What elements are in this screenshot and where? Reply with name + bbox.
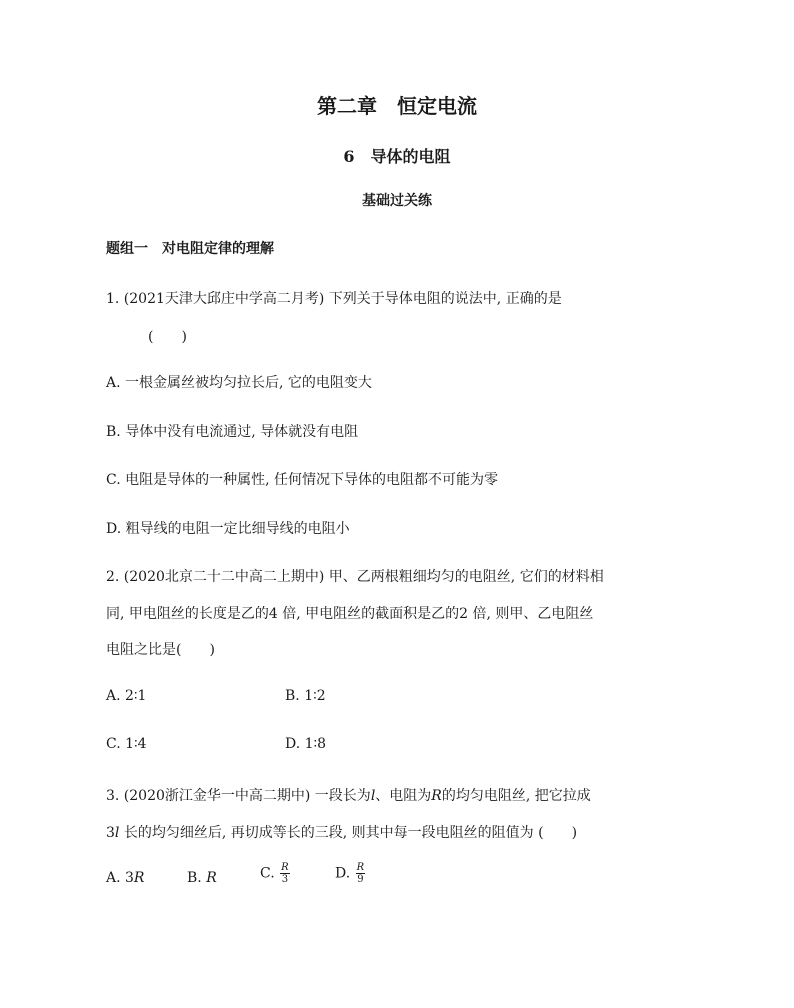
q3-option-b <box>187 870 217 886</box>
q2-line-3: 电阻之比是( ) <box>106 642 215 658</box>
q3-line-2-text-a: 3 <box>106 825 115 841</box>
q3-option-d-label: D. <box>335 865 355 882</box>
q2-option-c: C. 1∶4 <box>106 736 147 752</box>
q3-line-1-text-b: 、电阻为 <box>375 788 432 804</box>
q3-line-1-text-a: 3. (2020浙江金华一中高二期中) 一段长为 <box>106 788 371 804</box>
q3-option-c-denominator: 3 <box>281 874 289 885</box>
q3-option-d <box>335 862 365 885</box>
q3-option-a-label: A. 3 <box>106 870 134 886</box>
q1-option-d: D. 粗导线的电阻一定比细导线的电阻小 <box>106 521 350 537</box>
q3-line-1 <box>106 785 591 805</box>
q3-line-2-text-b: 长的均匀细丝后, 再切成等长的三段, 则其中每一段电阻丝的阻值为 ( ) <box>119 825 578 841</box>
q3-option-c-label: C. <box>260 865 280 882</box>
subtitle: 基础过关练 <box>362 193 432 209</box>
q3-line-1-text-c: 的均匀电阻丝, 把它拉成 <box>441 788 591 804</box>
q3-option-c-numerator: R <box>281 862 289 873</box>
q3-option-d-fraction <box>356 862 366 885</box>
q2-line-1: 2. (2020北京二十二中高二上期中) 甲、乙两根粗细均匀的电阻丝, 它们的材料相 <box>106 569 604 585</box>
q3-option-b-label: B. <box>187 870 207 886</box>
q3-option-d-numerator: R <box>356 862 365 873</box>
q3-var-r: R <box>431 788 442 804</box>
q3-line-2 <box>106 822 577 842</box>
q1-answer-paren: ( ) <box>148 329 187 345</box>
q3-var-l: l <box>370 788 376 804</box>
q3-option-c-fraction <box>280 862 290 885</box>
q3-option-a-var: R <box>133 870 145 886</box>
group-title: 题组一 对电阻定律的理解 <box>106 241 274 257</box>
q3-option-d-denominator: 9 <box>357 874 364 885</box>
chapter-title: 第二章 恒定电流 <box>317 94 477 118</box>
q2-option-a: A. 2∶1 <box>106 688 147 704</box>
q2-option-b: B. 1∶2 <box>285 688 326 704</box>
section-title: 6 导体的电阻 <box>343 147 451 166</box>
q1-option-b: B. 导体中没有电流通过, 导体就没有电阻 <box>106 424 359 440</box>
q3-option-c <box>260 862 290 885</box>
q1-option-c: C. 电阻是导体的一种属性, 任何情况下导体的电阻都不可能为零 <box>106 472 499 488</box>
q1-option-a: A. 一根金属丝被均匀拉长后, 它的电阻变大 <box>106 375 372 391</box>
q3-option-a <box>106 870 144 886</box>
q1-stem: 1. (2021天津大邱庄中学高二月考) 下列关于导体电阻的说法中, 正确的是 <box>106 291 562 307</box>
q2-line-2: 同, 甲电阻丝的长度是乙的4 倍, 甲电阻丝的截面积是乙的2 倍, 则甲、乙电阻丝 <box>106 606 594 622</box>
q3-var-l-2: l <box>114 825 120 841</box>
q3-option-b-var: R <box>206 870 217 886</box>
q2-option-d: D. 1∶8 <box>285 736 327 752</box>
